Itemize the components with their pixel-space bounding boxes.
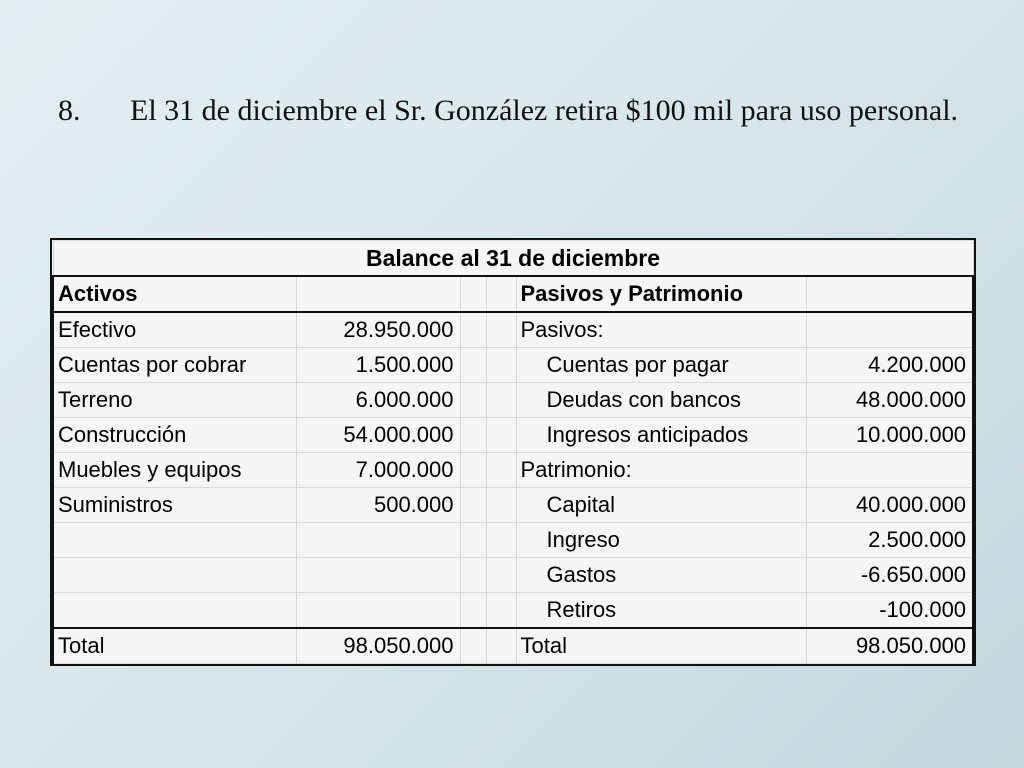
balance-title: Balance al 31 de diciembre [53,241,973,277]
asset-label: Muebles y equipos [53,453,296,488]
equity-value: -100.000 [806,593,973,629]
gap-cell [460,488,486,523]
liability-value: 4.200.000 [806,348,973,383]
gap-cell [460,453,486,488]
asset-value [296,558,460,593]
table-row [53,383,973,418]
asset-label: Terreno [53,383,296,418]
table-row [53,418,973,453]
liability-value: 48.000.000 [806,383,973,418]
item-text: El 31 de diciembre el Sr. González retira $100 mil para uso personal. [130,94,959,127]
gap-cell [460,312,486,348]
gap-cell [460,348,486,383]
gap-cell [460,276,486,312]
asset-value: 54.000.000 [296,418,460,453]
liability-label: Pasivos: [516,312,806,348]
gap-cell [460,383,486,418]
liability-value [806,312,973,348]
balance-table [52,240,974,664]
gap-cell [486,418,516,453]
asset-label [53,558,296,593]
gap-cell [460,523,486,558]
asset-label: Cuentas por cobrar [53,348,296,383]
gap-cell [486,312,516,348]
asset-label: Construcción [53,418,296,453]
asset-value: 500.000 [296,488,460,523]
equity-label: Ingreso [516,523,806,558]
gap-cell [486,558,516,593]
liability-value: 10.000.000 [806,418,973,453]
equity-value [806,453,973,488]
equity-label: Capital [516,488,806,523]
assets-header: Activos [53,276,296,312]
equity-label: Patrimonio: [516,453,806,488]
gap-cell [486,383,516,418]
liabilities-total-value: 98.050.000 [806,628,973,664]
asset-value: 6.000.000 [296,383,460,418]
table-row [53,593,973,629]
asset-value: 1.500.000 [296,348,460,383]
asset-value: 28.950.000 [296,312,460,348]
gap-cell [486,276,516,312]
gap-cell [486,453,516,488]
table-row [53,523,973,558]
table-row [53,312,973,348]
gap-cell [486,488,516,523]
equity-label: Gastos [516,558,806,593]
gap-cell [486,348,516,383]
liability-label: Ingresos anticipados [516,418,806,453]
asset-value [296,593,460,629]
equity-value: -6.650.000 [806,558,973,593]
gap-cell [460,418,486,453]
total-row [53,628,973,664]
assets-total-label: Total [53,628,296,664]
liabilities-equity-header: Pasivos y Patrimonio [516,276,806,312]
equity-value: 40.000.000 [806,488,973,523]
gap-cell [486,628,516,664]
asset-label: Suministros [53,488,296,523]
asset-label [53,523,296,558]
gap-cell [460,593,486,629]
assets-header-value [296,276,460,312]
liability-label: Cuentas por pagar [516,348,806,383]
table-row [53,453,973,488]
table-row [53,488,973,523]
gap-cell [460,558,486,593]
asset-value [296,523,460,558]
table-row [53,558,973,593]
assets-total-value: 98.050.000 [296,628,460,664]
balance-title-row [53,241,973,277]
asset-label [53,593,296,629]
liabilities-header-value [806,276,973,312]
gap-cell [486,523,516,558]
asset-value: 7.000.000 [296,453,460,488]
equity-label: Retiros [516,593,806,629]
item-number: 8. [58,94,81,127]
balance-header-row [53,276,973,312]
gap-cell [460,628,486,664]
asset-label: Efectivo [53,312,296,348]
equity-value: 2.500.000 [806,523,973,558]
liabilities-total-label: Total [516,628,806,664]
liability-label: Deudas con bancos [516,383,806,418]
gap-cell [486,593,516,629]
table-row [53,348,973,383]
